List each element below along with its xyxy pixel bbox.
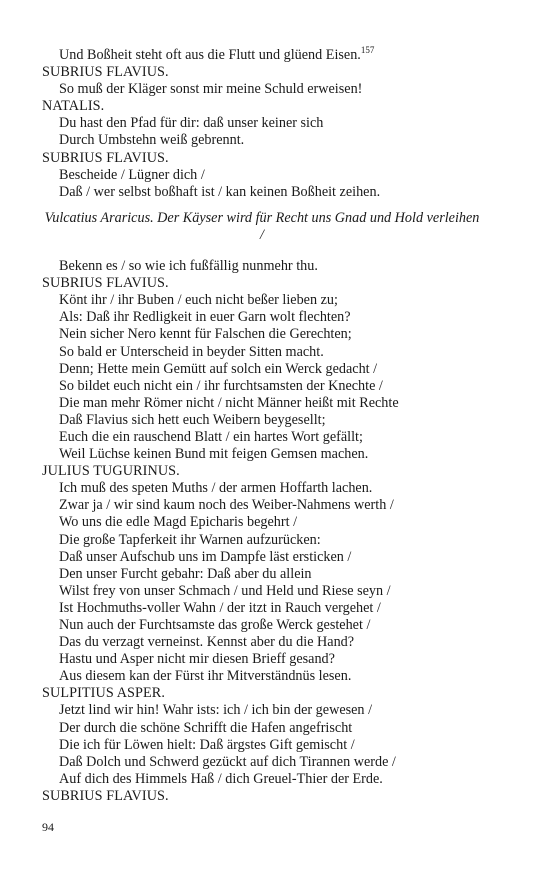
speaker-name [42,275,482,292]
speaker-name [42,788,482,805]
line-text: Die große Tapferkeit ihr Warnen aufzurücken: [59,531,321,548]
verse-line [42,771,482,788]
verse-line [42,258,482,275]
text-page [42,47,482,805]
line-text: Zwar ja / wir sind kaum noch des Weiber-Nahmens werth / [59,497,394,514]
line-text: Die man mehr Römer nicht / nicht Männer heißt mit Rechte [59,394,399,411]
verse-line [42,480,482,497]
dialogue-block-2 [42,258,482,805]
line-text: Der durch die schöne Schrifft die Hafen angefrischt [59,719,353,736]
line-text: Könt ihr / ihr Buben / euch nicht beßer lieben zu; [59,292,338,309]
line-text: SUBRIUS FLAVIUS. [42,149,169,166]
line-text: SUBRIUS FLAVIUS. [42,787,169,804]
line-text: Als: Daß ihr Redligkeit in euer Garn wolt flechten? [59,309,351,326]
verse-line [42,737,482,754]
verse-line [42,583,482,600]
verse-line [42,292,482,309]
verse-line [42,184,482,201]
line-text: SUBRIUS FLAVIUS. [42,275,169,292]
line-text: NATALIS. [42,98,105,115]
line-text: Ist Hochmuths-voller Wahn / der itzt in Rauch vergehet / [59,599,381,616]
verse-line [42,668,482,685]
dialogue-block-1 [42,47,482,201]
line-text: Auf dich des Himmels Haß / dich Greuel-Thier der Erde. [59,770,383,787]
verse-line [42,81,482,98]
line-text: Wilst frey von unser Schmach / und Held und Riese seyn / [59,582,391,599]
verse-line [42,634,482,651]
verse-line [42,115,482,132]
speaker-name [42,98,482,115]
verse-line [42,651,482,668]
verse-line [42,720,482,737]
verse-line [42,326,482,343]
verse-line [42,754,482,771]
line-text: Nein sicher Nero kennt für Falschen die Gerechten; [59,326,352,343]
verse-line [42,446,482,463]
line-text: Die ich für Löwen hielt: Daß ärgstes Gift gemischt / [59,736,355,753]
line-text: Hastu und Asper nicht mir diesen Brieff gesand? [59,651,335,668]
line-text: Daß Flavius sich hett euch Weibern beygesellt; [59,411,326,428]
line-text: Aus diesem kan der Fürst ihr Mitverständnüs lesen. [59,668,352,685]
line-text: Daß Dolch und Schwerd gezückt auf dich Tirannen werde / [59,753,396,770]
speaker-name [42,685,482,702]
line-text: Wo uns die edle Magd Epicharis begehrt / [59,514,298,531]
stage-direction: Vulcatius Araricus. Der Käyser wird für Recht uns Gnad und Hold verleihen / [44,209,480,243]
line-text: Ich muß des speten Muths / der armen Hoffarth lachen. [59,480,373,497]
verse-line [42,549,482,566]
line-text: SUBRIUS FLAVIUS. [42,64,169,81]
line-text: So bildet euch nicht ein / ihr furchtsamsten der Knechte / [59,377,383,394]
line-text: So bald er Unterscheid in beyder Sitten macht. [59,343,324,360]
line-text: Durch Umbstehn weiß gebrennt. [59,132,245,149]
verse-line [42,132,482,149]
line-text: Bekenn es / so wie ich fußfällig nunmehr thu. [59,258,318,275]
verse-line [42,617,482,634]
verse-line [42,497,482,514]
verse-line [42,702,482,719]
line-text: Euch die ein rauschend Blatt / ein hartes Wort gefällt; [59,428,363,445]
verse-line [42,532,482,549]
line-text: JULIUS TUGURINUS. [42,463,180,480]
page-number: 94 [42,820,54,834]
line-text: SULPITIUS ASPER. [42,685,166,702]
verse-line [42,514,482,531]
line-text: Daß / wer selbst boßhaft ist / kan keinen Boßheit zeihen. [59,183,381,200]
verse-line [42,378,482,395]
line-text: Nun auch der Furchtsamste das große Werck gestehet / [59,617,371,633]
verse-line [42,429,482,446]
line-text: Daß unser Aufschub uns im Dampfe läst ersticken / [59,548,352,565]
verse-line [42,344,482,361]
verse-line [42,361,482,378]
verse-line [42,600,482,617]
verse-line [42,412,482,429]
verse-line [42,47,482,64]
verse-line [42,167,482,184]
speaker-name [42,150,482,167]
line-text: So muß der Kläger sonst mir meine Schuld erweisen! [59,81,363,98]
line-text: Den unser Furcht gebahr: Daß aber du allein [59,565,312,582]
footnote-marker: 157 [360,45,375,55]
verse-line [42,309,482,326]
verse-line [42,395,482,412]
line-text: Bescheide / Lügner dich / [59,166,205,183]
line-text: Denn; Hette mein Gemütt auf solch ein Werck gedacht / [59,360,378,377]
speaker-name [42,64,482,81]
line-text: Jetzt lind wir hin! Wahr ists: ich / ich bin der gewesen / [59,702,373,719]
line-text: Du hast den Pfad für dir: daß unser keiner sich [59,115,324,132]
line-text: Weil Lüchse keinen Bund mit feigen Gemsen machen. [59,446,369,463]
line-text: Das du verzagt verneinst. Kennst aber du die Hand? [59,634,355,651]
speaker-name [42,463,482,480]
line-text: Und Boßheit steht oft aus die Flutt und glüend Eisen. [59,47,361,63]
verse-line [42,566,482,583]
